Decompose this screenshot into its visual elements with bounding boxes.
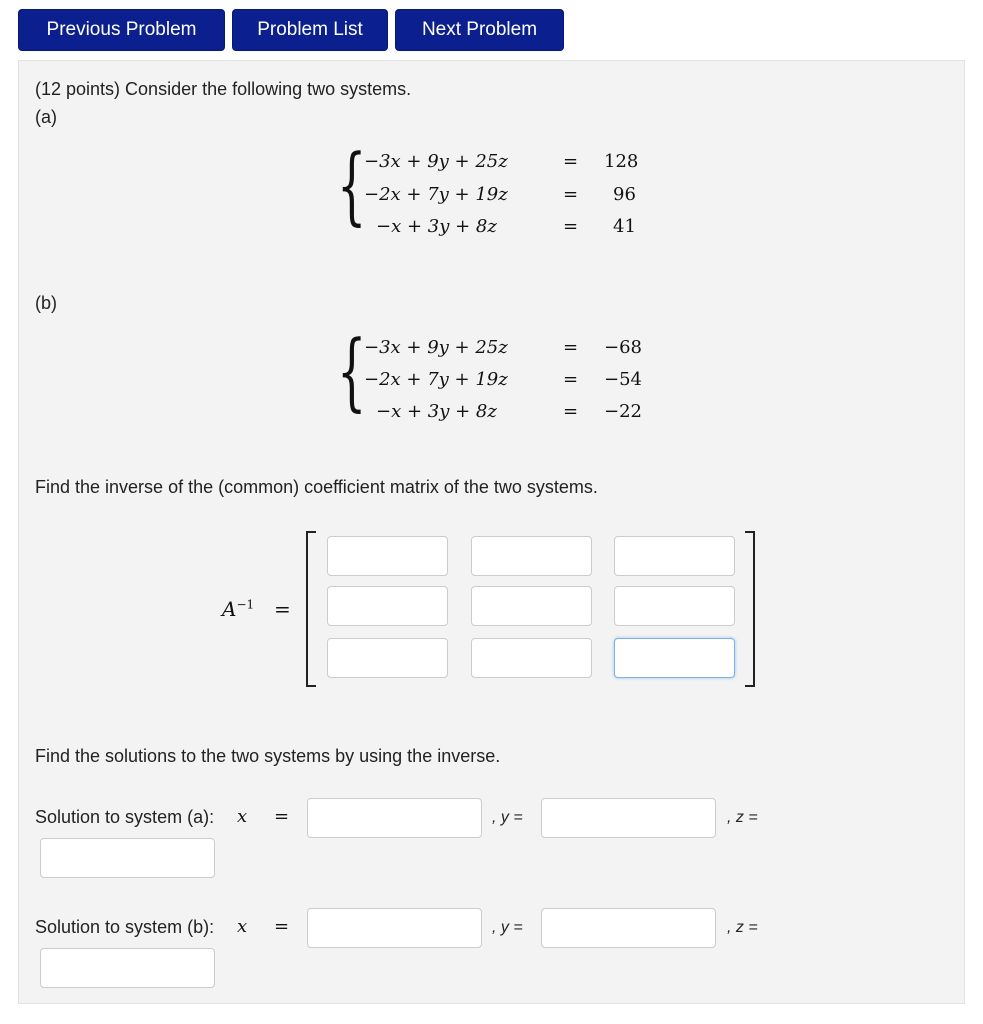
matrix-cell-1-2[interactable] (471, 536, 592, 576)
matrix-cell-2-3[interactable] (614, 586, 735, 626)
solutions-prompt: Find the solutions to the two systems by using the inverse. (35, 746, 501, 766)
matrix-cell-3-3[interactable] (614, 638, 735, 678)
system-a-rel-2: = (563, 184, 579, 205)
system-b-rhs-3: −22 (604, 401, 642, 422)
solution-b-label: Solution to system (b): (35, 917, 215, 937)
matrix-cell-3-1[interactable] (327, 638, 448, 678)
system-b-rel-3: = (563, 401, 579, 422)
inverse-equals: = (274, 597, 291, 621)
system-a-rhs-2: 96 (613, 184, 636, 205)
solution-a-label: Solution to system (a): (35, 807, 215, 827)
system-a-rel-3: = (563, 216, 579, 237)
matrix-cell-1-3[interactable] (614, 536, 735, 576)
system-a-lhs-1: −3x + 9y + 25z (364, 151, 508, 172)
system-a-rel-1: = (563, 151, 579, 172)
solution-b-y-input[interactable] (541, 908, 716, 948)
system-b-lhs-1: −3x + 9y + 25z (364, 337, 508, 358)
system-a-lhs-2: −2x + 7y + 19z (364, 184, 508, 205)
system-b-rel-1: = (563, 337, 579, 358)
system-a-rhs-3: 41 (613, 216, 636, 237)
solution-b-y-label: , y = (492, 919, 523, 936)
system-b-rhs-1: −68 (604, 337, 642, 358)
solution-b-x-input[interactable] (307, 908, 482, 948)
matrix-cell-2-2[interactable] (471, 586, 592, 626)
problem-intro: (12 points) Consider the following two systems. (35, 79, 412, 99)
solution-a-z-input[interactable] (40, 838, 215, 878)
matrix-right-bracket (745, 531, 755, 687)
system-b-lhs-3: −x + 3y + 8z (376, 401, 497, 422)
left-brace-icon: { (337, 136, 367, 234)
previous-problem-button[interactable]: Previous Problem (18, 9, 225, 51)
solution-a-y-label: , y = (492, 809, 523, 826)
matrix-left-bracket (306, 531, 316, 687)
problem-list-button[interactable]: Problem List (232, 9, 388, 51)
next-problem-button[interactable]: Next Problem (395, 9, 564, 51)
problem-panel (18, 60, 965, 1004)
solution-b-x-label: x (237, 916, 248, 937)
solution-a-z-label: , z = (727, 809, 758, 826)
left-brace-icon: { (337, 322, 367, 420)
system-a-rhs-1: 128 (604, 151, 639, 172)
solution-b-x-eq: = (274, 916, 290, 937)
matrix-cell-1-1[interactable] (327, 536, 448, 576)
solution-a-x-label: x (237, 806, 248, 827)
system-b-rhs-2: −54 (604, 369, 642, 390)
part-b-label: (b) (35, 293, 57, 313)
system-b-lhs-2: −2x + 7y + 19z (364, 369, 508, 390)
solution-a-x-input[interactable] (307, 798, 482, 838)
solution-b-z-input[interactable] (40, 948, 215, 988)
part-a-label: (a) (35, 107, 57, 127)
solution-b-z-label: , z = (727, 919, 758, 936)
inverse-symbol: $A^{-1}$ (222, 597, 255, 621)
matrix-cell-3-2[interactable] (471, 638, 592, 678)
solution-a-y-input[interactable] (541, 798, 716, 838)
system-a-lhs-3: −x + 3y + 8z (376, 216, 497, 237)
matrix-cell-2-1[interactable] (327, 586, 448, 626)
solution-a-x-eq: = (274, 806, 290, 827)
system-b-rel-2: = (563, 369, 579, 390)
inverse-prompt: Find the inverse of the (common) coefficient matrix of the two systems. (35, 477, 598, 497)
